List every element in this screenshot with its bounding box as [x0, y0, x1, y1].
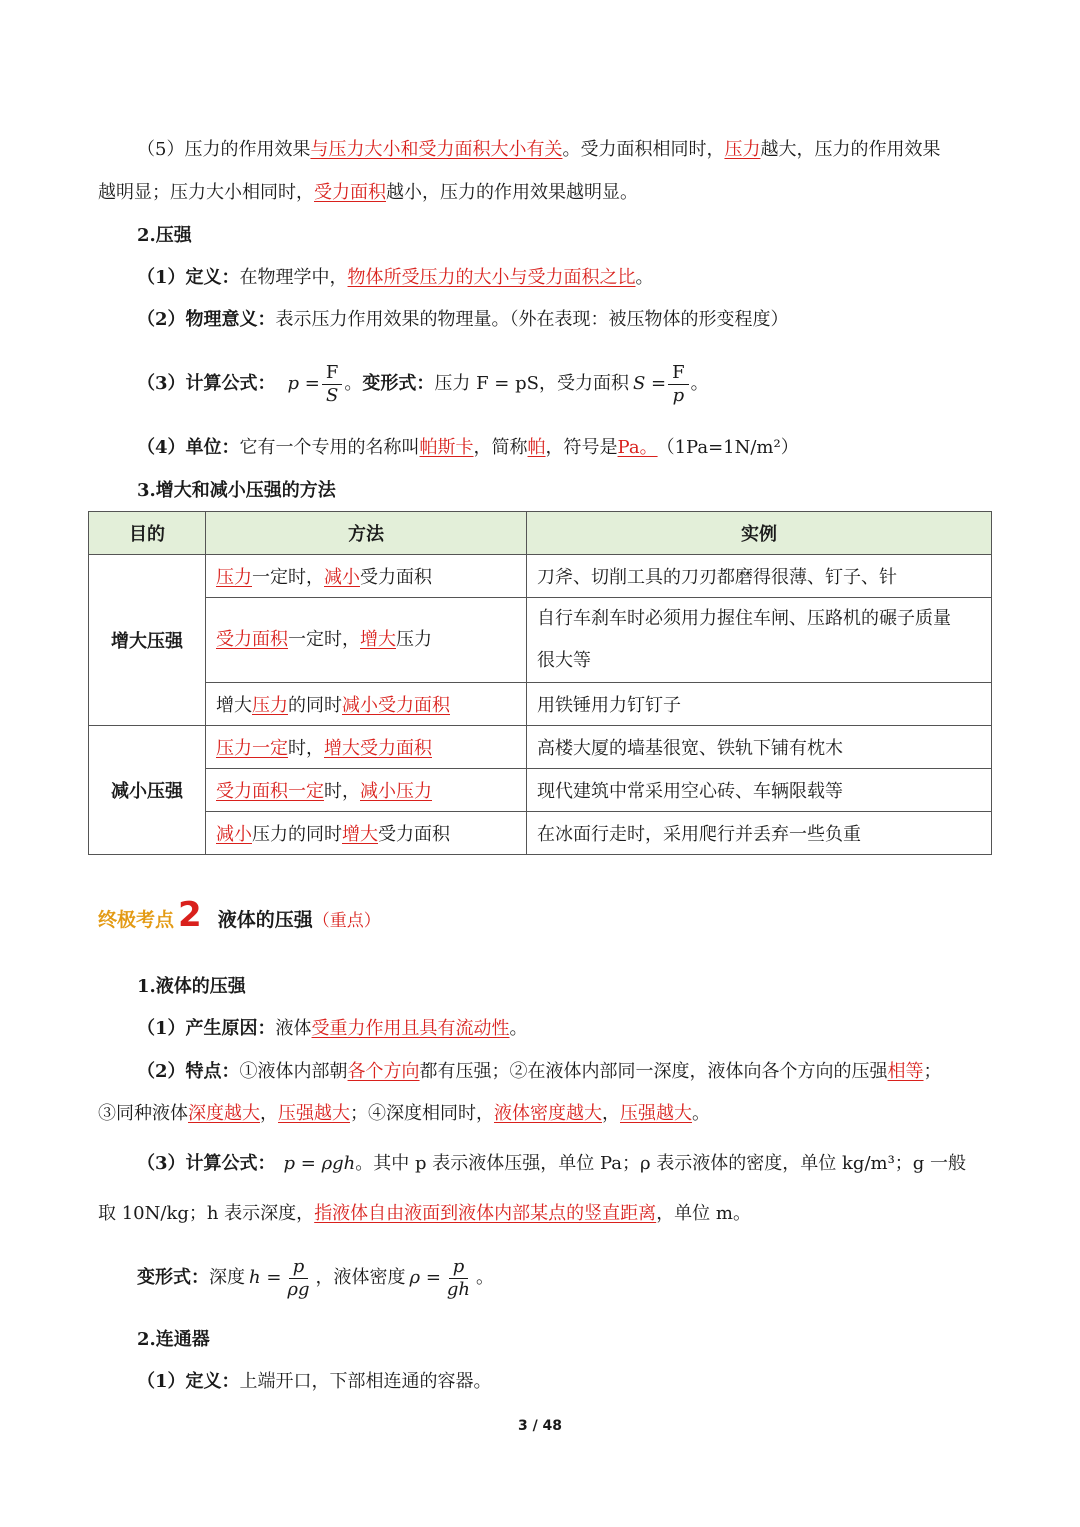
- example-cell: 刀斧、切削工具的刀刃都磨得很薄、钉子、针: [527, 555, 992, 598]
- text: 很大等: [537, 650, 591, 671]
- label: （1）定义：: [137, 1371, 240, 1392]
- definition-line: [137, 264, 654, 292]
- label: （1）产生原因：: [137, 1018, 276, 1039]
- connector-definition: [137, 1368, 492, 1396]
- text: 取 10N/kg；h 表示深度，: [98, 1203, 315, 1224]
- formula-line: [137, 356, 709, 412]
- formula-lhs: h =: [249, 1267, 282, 1288]
- formula-fraction: [443, 1256, 474, 1301]
- answer-text: 物体所受压力的大小与受力面积之比: [347, 267, 636, 288]
- column-header: 方法: [206, 512, 527, 555]
- heading-connector: 2.连通器: [137, 1329, 210, 1350]
- calc-line-cont: [98, 1200, 751, 1228]
- denominator: gh: [446, 1278, 471, 1300]
- example-cell: 用铁锤用力钉钉子: [527, 683, 992, 726]
- text: 都有压强；②在液体内部同一深度，液体向各个方向的压强: [419, 1061, 888, 1082]
- answer-text: 液体密度越大: [494, 1103, 602, 1124]
- method-cell: [206, 598, 527, 683]
- table-row: [89, 555, 992, 598]
- answer-text: 增大: [360, 629, 396, 650]
- example-cell: [527, 598, 992, 683]
- section-number: 2: [178, 895, 202, 935]
- formula-lhs: p =: [287, 373, 320, 394]
- calc-line: [137, 1150, 966, 1178]
- formula: p = ρgh: [283, 1153, 356, 1174]
- unit-line: [137, 434, 799, 462]
- table-header-row: [89, 512, 992, 555]
- example-cell: 现代建筑中常采用空心砖、车辆限载等: [527, 769, 992, 812]
- meaning-line: [137, 306, 789, 334]
- text: ，单位 m。: [656, 1203, 751, 1224]
- text: 时，: [324, 781, 360, 802]
- table-row: [89, 769, 992, 812]
- method-cell: [206, 555, 527, 598]
- formula-fraction: [283, 1256, 313, 1301]
- label: （2）物理意义：: [137, 309, 276, 330]
- text: 深度: [209, 1267, 245, 1288]
- formula-fraction: [322, 362, 343, 407]
- section-heading: [98, 895, 381, 935]
- answer-text: 压强越大: [278, 1103, 350, 1124]
- answer-text: 增大受力面积: [324, 738, 432, 759]
- column-header: 实例: [527, 512, 992, 555]
- answer-text: 压强越大: [620, 1103, 692, 1124]
- features-line-cont: [98, 1100, 710, 1128]
- text: ，符号是: [545, 437, 618, 458]
- formula-lhs: ρ =: [409, 1267, 441, 1288]
- table-row: [89, 812, 992, 855]
- features-line: [137, 1058, 942, 1086]
- answer-text: 减小: [324, 567, 360, 588]
- text: 受力面积: [360, 567, 432, 588]
- label: （4）单位：: [137, 437, 240, 458]
- text: 压力的同时: [252, 824, 342, 845]
- label: （1）定义：: [137, 267, 240, 288]
- text: 压力 F = pS，受力面积: [434, 373, 629, 394]
- table-row: [89, 598, 992, 683]
- numerator: F: [322, 362, 343, 385]
- answer-text: 压力: [252, 695, 288, 716]
- section-title: 液体的压强: [217, 909, 313, 931]
- group-cell: 增大压强: [89, 555, 206, 726]
- text: ，: [602, 1103, 620, 1124]
- text: 。: [690, 373, 709, 394]
- numerator: p: [289, 1256, 309, 1279]
- label: 变形式：: [137, 1267, 209, 1288]
- method-cell: [206, 812, 527, 855]
- table-row: [89, 726, 992, 769]
- section-tag: （重点）: [312, 911, 381, 931]
- label: （2）特点：: [137, 1061, 240, 1082]
- answer-text: 各个方向: [347, 1061, 420, 1082]
- formula-lhs: S =: [632, 373, 667, 394]
- group-cell: 减小压强: [89, 726, 206, 855]
- column-header: 目的: [89, 512, 206, 555]
- label: （3）计算公式：: [137, 373, 276, 394]
- answer-text: 减小压力: [360, 781, 432, 802]
- text: ；: [923, 1061, 942, 1082]
- denominator: S: [325, 384, 339, 406]
- text: 表示压力作用效果的物理量。（外在表现：被压物体的形变程度）: [275, 309, 789, 330]
- paragraph-effect-cont: [98, 179, 638, 207]
- text: ①液体内部朝: [239, 1061, 348, 1082]
- text: 压力: [396, 629, 432, 650]
- answer-text: 压力一定: [216, 738, 288, 759]
- text: ，: [260, 1103, 278, 1124]
- text: 受力面积: [378, 824, 450, 845]
- heading-methods: 3.增大和减小压强的方法: [137, 480, 336, 501]
- text: 越大，压力的作用效果: [760, 139, 941, 160]
- label: （3）计算公式：: [137, 1153, 276, 1174]
- text: ，简称: [473, 437, 528, 458]
- page-number: 3 / 48: [517, 1418, 563, 1434]
- heading-pressure: 2.压强: [137, 225, 192, 246]
- text: 液体: [275, 1018, 312, 1039]
- answer-text: 压力: [724, 139, 761, 160]
- text: 。受力面积相同时，: [562, 139, 725, 160]
- variant-formula-line: [137, 1250, 494, 1306]
- formula-fraction: [668, 362, 689, 407]
- text: ；④深度相同时，: [350, 1103, 494, 1124]
- method-cell: [206, 769, 527, 812]
- answer-text: 与压力大小和受力面积大小有关: [310, 139, 563, 160]
- numerator: F: [668, 362, 689, 385]
- answer-text: 受力面积一定: [216, 781, 324, 802]
- answer-text: 减小: [216, 824, 252, 845]
- table-row: [89, 683, 992, 726]
- text: 。: [476, 1267, 495, 1288]
- answer-text: 受力面积: [314, 182, 386, 203]
- numerator: p: [449, 1256, 469, 1279]
- heading-liquid-pressure: 1.液体的压强: [137, 976, 246, 997]
- text: ，液体密度: [315, 1267, 406, 1288]
- method-cell: [206, 726, 527, 769]
- answer-text: 指液体自由液面到液体内部某点的竖直距离: [314, 1203, 657, 1224]
- answer-text: 受力面积: [216, 629, 288, 650]
- text: 。: [635, 267, 654, 288]
- text: 。其中 p 表示液体压强，单位 Pa；ρ 表示液体的密度，单位 kg/m³；g 一般: [355, 1153, 967, 1174]
- cause-line: [137, 1015, 528, 1043]
- label: 变形式：: [362, 373, 435, 394]
- section-prefix: 终极考点: [98, 909, 175, 931]
- text: 在物理学中，: [239, 267, 348, 288]
- text: 越明显；压力大小相同时，: [98, 182, 314, 203]
- answer-text: 帕斯卡: [419, 437, 474, 458]
- answer-text: 减小受力面积: [342, 695, 450, 716]
- text: 。: [344, 373, 363, 394]
- text: 增大: [216, 695, 252, 716]
- text: （1Pa=1N/m²）: [665, 437, 799, 458]
- answer-text: 增大: [342, 824, 378, 845]
- text: 。: [509, 1018, 528, 1039]
- text: 一定时，: [288, 629, 360, 650]
- denominator: ρg: [287, 1278, 310, 1300]
- methods-table: [88, 511, 992, 855]
- denominator: p: [672, 384, 685, 406]
- example-cell: 在冰面行走时，采用爬行并丢弃一些负重: [527, 812, 992, 855]
- example-cell: 高楼大厦的墙基很宽、铁轨下铺有枕木: [527, 726, 992, 769]
- answer-text: Pa。: [617, 437, 658, 458]
- text: 越小，压力的作用效果越明显。: [386, 182, 638, 203]
- answer-text: 帕: [527, 437, 546, 458]
- text: 一定时，: [252, 567, 324, 588]
- answer-text: 深度越大: [188, 1103, 260, 1124]
- text: 自行车刹车时必须用力握住车闸、压路机的碾子质量: [537, 608, 951, 629]
- text: 的同时: [288, 695, 342, 716]
- paragraph-effect: [137, 136, 940, 164]
- text: 它有一个专用的名称叫: [239, 437, 420, 458]
- text: 。: [692, 1103, 710, 1124]
- answer-text: 相等: [887, 1061, 924, 1082]
- answer-text: 受重力作用且具有流动性: [311, 1018, 510, 1039]
- text: 时，: [288, 738, 324, 759]
- method-cell: [206, 683, 527, 726]
- text: 上端开口，下部相连通的容器。: [239, 1371, 492, 1392]
- answer-text: 压力: [216, 567, 252, 588]
- text: ③同种液体: [98, 1103, 188, 1124]
- text: （5）压力的作用效果: [137, 139, 311, 160]
